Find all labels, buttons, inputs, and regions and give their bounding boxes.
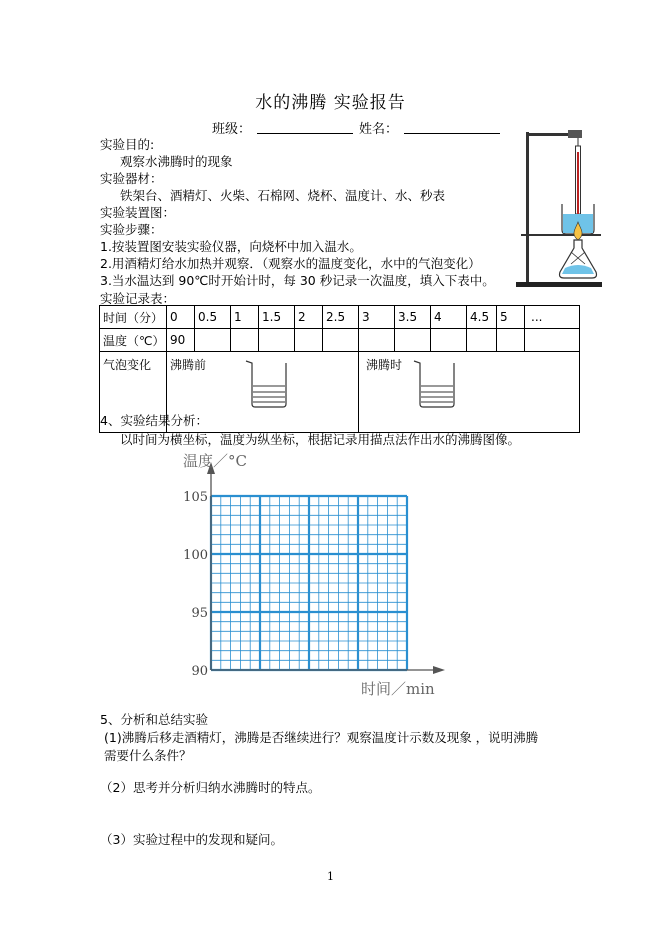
time-cell: 4 (431, 306, 467, 329)
summary-title: 5、分析和总结实验 (100, 712, 208, 727)
purpose-title: 实验目的: (100, 137, 155, 152)
time-cell: ... (525, 306, 580, 329)
y-tick-label: 105 (183, 490, 208, 505)
chart-axes (207, 462, 445, 674)
y-tick-labels (183, 490, 208, 679)
during-boiling-cell (359, 352, 580, 433)
apparatus-illustration (516, 126, 604, 288)
question-1-line-2: 需要什么条件？ (104, 748, 192, 763)
time-cell: 3 (359, 306, 395, 329)
time-cell: 2.5 (323, 306, 359, 329)
question-1-line-1: (1)沸腾后移走酒精灯，沸腾是否继续进行？观察温度计示数及现象 ，说明沸腾 (104, 730, 539, 745)
purpose-text: 观察水沸腾时的现象 (120, 154, 233, 169)
page-title: 水的沸腾 实验报告 (255, 93, 406, 113)
question-2: （2）思考并分析归纳水沸腾时的特点。 (100, 780, 321, 795)
temp-label: 温度（℃） (100, 329, 167, 352)
time-cell: 0.5 (195, 306, 231, 329)
question-3: （3）实验过程中的发现和疑问。 (100, 832, 283, 847)
temp-cell[interactable] (323, 329, 359, 352)
temp-cell[interactable] (195, 329, 231, 352)
time-cell: 4.5 (467, 306, 497, 329)
temp-cell[interactable] (395, 329, 431, 352)
step-2: 2.用酒精灯给水加热并观察．（观察水的温度变化，水中的气泡变化） (100, 256, 481, 271)
equipment-text: 铁架台、酒精灯、火柴、石棉网、烧杯、温度计、水、秒表 (120, 188, 446, 203)
y-tick-label: 100 (183, 548, 208, 563)
time-cell: 1.5 (259, 306, 295, 329)
page-number: 1 (327, 870, 334, 883)
chart-grid (211, 496, 407, 670)
temp-cell[interactable] (231, 329, 259, 352)
steps-title: 实验步骤： (100, 222, 163, 237)
beaker-before-icon (245, 360, 289, 408)
name-blank[interactable] (404, 121, 500, 134)
boiling-chart[interactable] (175, 448, 455, 703)
setup-title: 实验装置图： (100, 205, 176, 220)
time-cell: 3.5 (395, 306, 431, 329)
name-label: 姓名： (359, 122, 399, 137)
temp-cell[interactable] (259, 329, 295, 352)
y-tick-label: 90 (191, 664, 208, 679)
step-1: 1.按装置图安装实验仪器，向烧杯中加入温水。 (100, 239, 362, 254)
time-cell: 0 (167, 306, 195, 329)
time-cell: 2 (295, 306, 323, 329)
time-cell: 1 (231, 306, 259, 329)
temp-cell[interactable] (431, 329, 467, 352)
bubble-label: 气泡变化 (100, 352, 167, 433)
time-cell: 5 (497, 306, 525, 329)
before-boiling-label: 沸腾前 (170, 358, 207, 372)
y-tick-label: 95 (191, 606, 208, 621)
time-label: 时间（分） (100, 306, 167, 329)
class-label: 班级： (212, 122, 252, 137)
analysis-title: 4、实验结果分析： (100, 413, 208, 428)
x-axis-label: 时间／min (361, 680, 435, 698)
temp-cell[interactable] (295, 329, 323, 352)
temp-cell[interactable]: 90 (167, 329, 195, 352)
temp-row (100, 329, 580, 352)
step-3: 3.当水温达到 90℃时开始计时，每 30 秒记录一次温度，填入下表中。 (100, 273, 495, 288)
y-axis-label: 温度／°C (183, 452, 247, 470)
class-blank[interactable] (257, 121, 353, 134)
temp-cell[interactable] (467, 329, 497, 352)
record-title: 实验记录表： (100, 291, 176, 306)
during-boiling-label: 沸腾时 (366, 358, 403, 372)
analysis-text: 以时间为横坐标，温度为纵坐标，根据记录用描点法作出水的沸腾图像。 (120, 432, 521, 447)
temp-cell[interactable] (525, 329, 580, 352)
x-axis-arrow-icon (433, 666, 445, 674)
temp-cell[interactable] (497, 329, 525, 352)
equipment-title: 实验器材： (100, 171, 163, 186)
temp-cell[interactable] (359, 329, 395, 352)
time-row (100, 306, 580, 329)
student-info-line (212, 118, 506, 137)
beaker-during-icon (413, 360, 457, 408)
